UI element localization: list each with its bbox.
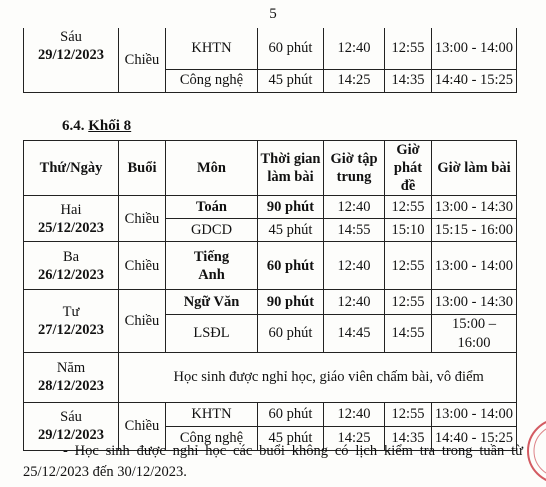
table-row xyxy=(24,242,517,290)
gather-time-cell: 12:40 xyxy=(324,290,385,315)
handout-time-cell: 12:55 xyxy=(385,28,432,69)
handout-time-cell: 14:35 xyxy=(385,426,432,450)
header-handout-time: Giờ phát đề xyxy=(385,141,432,196)
work-time-cell: 15:00 – 16:00 xyxy=(432,315,517,352)
table-row xyxy=(24,28,517,69)
handout-time-cell: 15:10 xyxy=(385,219,432,242)
handout-time-cell: 14:35 xyxy=(385,69,432,92)
subject-cell: Tiếng Anh xyxy=(166,242,258,290)
day-name: Sáu xyxy=(60,29,82,45)
day-date: 27/12/2023 xyxy=(37,322,105,338)
subject-cell: KHTN xyxy=(166,402,258,426)
session-cell xyxy=(119,352,166,402)
previous-schedule-table xyxy=(23,28,517,93)
duration-cell: 90 phút xyxy=(258,196,324,219)
work-time-cell: 13:00 - 14:30 xyxy=(432,290,517,315)
work-time-cell: 13:00 - 14:30 xyxy=(432,196,517,219)
duration-cell: 60 phút xyxy=(258,315,324,352)
section-title: Khối 8 xyxy=(88,118,132,134)
subject-cell: LSĐL xyxy=(166,315,258,352)
gather-time-cell: 14:25 xyxy=(324,426,385,450)
day-cell xyxy=(24,196,119,242)
header-work-time: Giờ làm bài xyxy=(432,141,517,196)
duration-cell: 60 phút xyxy=(258,402,324,426)
duration-cell: 60 phút xyxy=(258,28,324,69)
duration-cell: 60 phút xyxy=(258,242,324,290)
session-cell: Chiều xyxy=(119,28,166,92)
handout-time-cell: 12:55 xyxy=(385,290,432,315)
red-stamp-seal-icon xyxy=(522,416,546,486)
subject-cell: Công nghệ xyxy=(166,426,258,450)
day-name: Tư xyxy=(62,303,80,320)
session-cell: Chiều xyxy=(119,196,166,242)
table-row xyxy=(24,352,517,402)
work-time-cell: 14:40 - 15:25 xyxy=(432,426,517,450)
day-date: 29/12/2023 xyxy=(37,427,105,444)
page-number: 5 xyxy=(269,6,277,22)
handout-time-cell: 14:55 xyxy=(385,315,432,352)
session-cell: Chiều xyxy=(119,242,166,290)
subject-cell: KHTN xyxy=(166,28,258,69)
day-cell xyxy=(24,290,119,352)
header-duration: Thời gian làm bài xyxy=(258,141,324,196)
gather-time-cell: 12:40 xyxy=(324,196,385,219)
session-cell: Chiều xyxy=(119,402,166,450)
day-cell xyxy=(24,28,119,92)
work-time-cell: 15:15 - 16:00 xyxy=(432,219,517,242)
day-date: 25/12/2023 xyxy=(37,219,105,236)
work-time-cell: 13:00 - 14:00 xyxy=(432,402,517,426)
subject-cell: Toán xyxy=(166,196,258,219)
table-row xyxy=(24,290,517,315)
work-time-cell: 13:00 - 14:00 xyxy=(432,242,517,290)
header-subject: Môn xyxy=(166,141,258,196)
gather-time-cell: 14:25 xyxy=(324,69,385,92)
gather-time-cell: 12:40 xyxy=(324,242,385,290)
day-name: Sáu xyxy=(60,409,82,425)
day-name: Hai xyxy=(60,201,82,218)
duration-cell: 90 phút xyxy=(258,290,324,315)
section-number: 6.4. xyxy=(62,118,85,134)
day-date: 26/12/2023 xyxy=(37,266,105,283)
header-day: Thứ/Ngày xyxy=(24,141,119,196)
work-time-cell: 14:40 - 15:25 xyxy=(432,69,517,92)
subject-cell: Ngữ Văn xyxy=(166,290,258,315)
subject-cell: GDCD xyxy=(166,219,258,242)
day-date: 28/12/2023 xyxy=(37,378,105,395)
duration-cell: 45 phút xyxy=(258,426,324,450)
work-time-cell: 13:00 - 14:00 xyxy=(432,28,517,69)
day-name: Ba xyxy=(62,248,80,265)
handout-time-cell: 12:55 xyxy=(385,402,432,426)
session-cell: Chiều xyxy=(119,290,166,352)
gather-time-cell: 12:40 xyxy=(324,28,385,69)
gather-time-cell: 12:40 xyxy=(324,402,385,426)
section-heading xyxy=(62,118,131,135)
duration-cell: 45 phút xyxy=(258,219,324,242)
gather-time-cell: 14:45 xyxy=(324,315,385,352)
day-cell xyxy=(24,242,119,290)
grade-8-schedule-table xyxy=(23,140,517,451)
header-row xyxy=(24,141,517,196)
handout-time-cell: 12:55 xyxy=(385,242,432,290)
handout-time-cell: 12:55 xyxy=(385,196,432,219)
duration-cell: 45 phút xyxy=(258,69,324,92)
subject-cell: Công nghệ xyxy=(166,69,258,92)
day-name: Năm xyxy=(56,360,86,376)
gather-time-cell: 14:55 xyxy=(324,219,385,242)
day-note-cell: Học sinh được nghỉ học, giáo viên chấm bài, vô điểm xyxy=(166,352,517,402)
day-cell xyxy=(24,352,119,402)
day-date: 29/12/2023 xyxy=(37,47,105,64)
header-session: Buổi xyxy=(119,141,166,196)
table-row xyxy=(24,196,517,219)
footnote: - Học sinh được nghỉ học các buổi không có lịch kiểm tra trong tuần từ 25/12/2023 đến 30/12/2023. xyxy=(23,443,523,481)
table-row xyxy=(24,402,517,426)
header-gather-time: Giờ tập trung xyxy=(324,141,385,196)
